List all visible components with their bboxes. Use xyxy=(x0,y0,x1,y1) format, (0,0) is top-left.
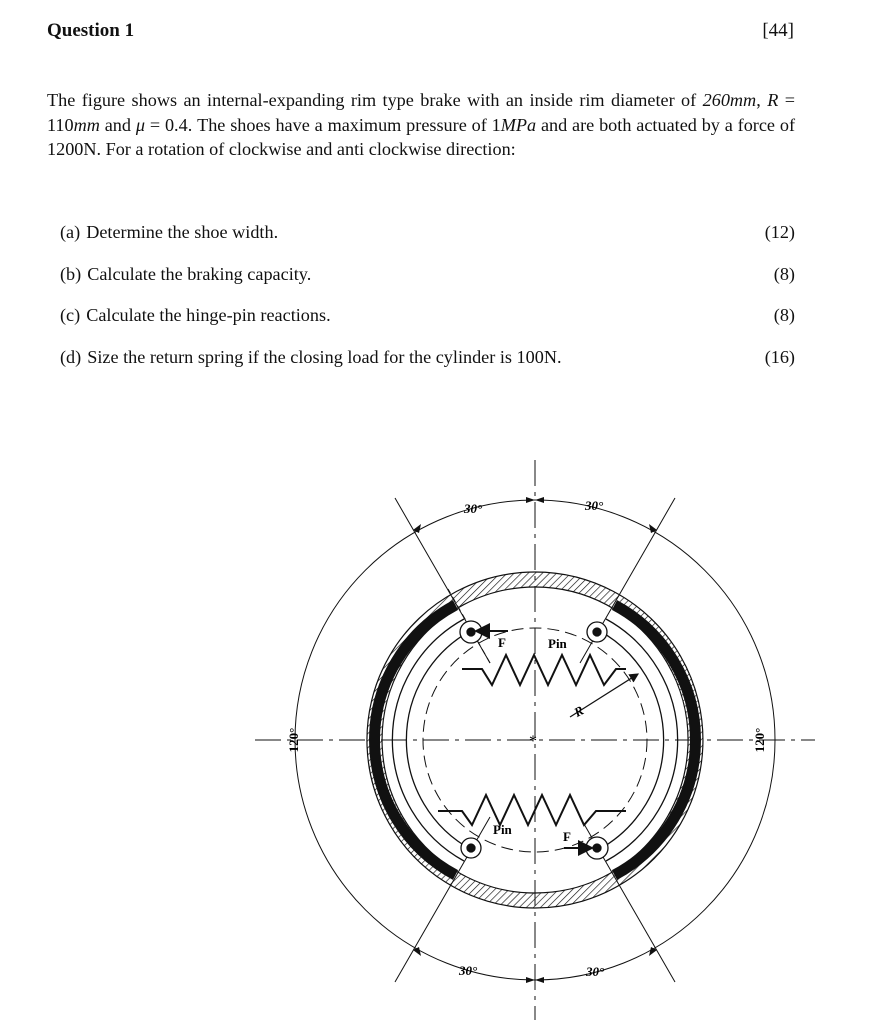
question-part-d xyxy=(60,347,795,389)
part-marks: (12) xyxy=(764,222,795,242)
radius-symbol: R xyxy=(767,90,779,110)
intro-text-1: The figure shows an internal-expanding rim type brake with an inside rim diameter of xyxy=(47,90,697,110)
question-parts xyxy=(60,222,795,388)
question-intro: The figure shows an internal-expanding rim type brake with an inside rim diameter of 260mm, R = 110mm and μ = 0.4. The shoes have a maximum pressure of 1MPa and are both actuated by a force of 1200N. For a rotation of clockwise and anti clockwise direction: xyxy=(47,90,796,159)
question-part-c xyxy=(60,305,795,347)
center-mark: * xyxy=(529,733,537,750)
pressure-unit: MPa xyxy=(500,114,537,135)
mu-symbol: μ xyxy=(135,114,145,135)
part-text: Determine the shoe width. xyxy=(86,222,279,242)
part-label: (c) xyxy=(60,305,81,325)
diameter-value: 260 xyxy=(702,90,730,110)
angle-label-right: 120° xyxy=(752,727,767,753)
pressure-value: 1 xyxy=(491,114,501,135)
pin-dot xyxy=(467,628,475,636)
pin-label-top: Pin xyxy=(548,636,567,651)
question-title: Question 1 xyxy=(47,20,135,41)
angle-label-bottom-left: 30° xyxy=(459,963,478,978)
pin-dot xyxy=(593,844,601,852)
part-text: Size the return spring if the closing load for the cylinder is 100N. xyxy=(87,346,562,367)
intro-text-3: and are both actuated by a force of 1200N. For a rotation of clockwise and anti clockwise direction: xyxy=(47,114,796,159)
part-label: (d) xyxy=(60,346,82,367)
force-label-bottom: F xyxy=(563,829,571,844)
pin-dot xyxy=(467,844,475,852)
brake-figure xyxy=(250,455,820,1025)
part-text: Calculate the braking capacity. xyxy=(87,263,312,284)
diameter-unit: mm xyxy=(729,90,757,110)
angle-label-left: 120° xyxy=(286,727,301,753)
radius-value: 110 xyxy=(47,114,74,135)
part-marks: (8) xyxy=(773,305,795,325)
part-label: (b) xyxy=(60,263,82,284)
top-return-spring xyxy=(462,655,626,685)
radius-unit: mm xyxy=(73,114,100,135)
brake-diagram xyxy=(250,455,820,1025)
angle-label-top-left: 30° xyxy=(464,501,483,516)
question-part-a xyxy=(60,222,795,264)
angle-label-bottom-right: 30° xyxy=(586,964,605,979)
angle-label-top-right: 30° xyxy=(585,498,604,513)
bottom-return-spring xyxy=(438,795,626,825)
intro-text-2: . The shoes have a maximum pressure of xyxy=(187,114,487,135)
force-label-top: F xyxy=(498,635,506,650)
total-marks: [44] xyxy=(762,20,794,41)
radius-label: R xyxy=(571,702,587,720)
pin-dot xyxy=(593,628,601,636)
part-text: Calculate the hinge-pin reactions. xyxy=(86,305,331,325)
question-part-b xyxy=(60,264,795,306)
part-marks: (16) xyxy=(764,346,795,367)
part-marks: (8) xyxy=(773,263,795,284)
part-label: (a) xyxy=(60,222,81,242)
pin-label-bottom: Pin xyxy=(493,822,512,837)
mu-value: 0.4 xyxy=(164,114,188,135)
